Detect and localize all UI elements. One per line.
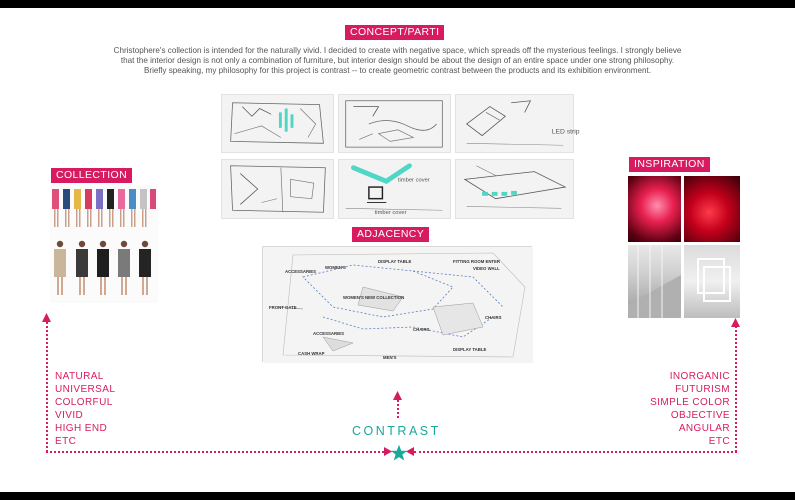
- left-vertical-connector: [46, 318, 48, 452]
- trait-objective: OBJECTIVE: [670, 410, 730, 421]
- right-vertical-connector: [735, 323, 737, 452]
- inspiration-photo-1: [628, 176, 681, 242]
- trait-inorganic: INORGANIC: [669, 371, 730, 382]
- trait-high-end: HIGH END: [55, 423, 108, 434]
- led-strip-note: LED strip: [551, 128, 580, 136]
- timber-cover-note-1: timber cover: [397, 177, 430, 184]
- adj-accessaries-top: ACCESSARIES: [285, 269, 317, 274]
- adj-fitting-room: FITTING ROOM ENTER: [453, 259, 501, 264]
- left-horizontal-connector: [46, 451, 384, 453]
- adj-new-collection: WOMEN'S NEW COLLECTION: [343, 295, 405, 300]
- trait-universal: UNIVERSAL: [55, 384, 116, 395]
- presentation-board: [0, 8, 795, 492]
- star-icon: [390, 444, 408, 462]
- trait-etc-right: ETC: [708, 436, 730, 447]
- adj-display-table-bottom: DISPLAY TABLE: [453, 347, 487, 352]
- inspiration-photo-3: [628, 245, 681, 318]
- adj-womens: WOMEN'S: [325, 265, 346, 270]
- adj-display-table-top: DISPLAY TABLE: [378, 259, 412, 264]
- inspiration-traits-list: [650, 370, 730, 448]
- center-vertical-connector: [397, 396, 399, 418]
- sketch-4: [221, 159, 334, 219]
- right-horizontal-connector: [414, 451, 737, 453]
- adj-mens: MEN'S: [383, 355, 397, 360]
- adj-front-gate: FRONT GATE: [269, 305, 297, 310]
- sketch-1: [221, 94, 334, 153]
- sketch-2: [338, 94, 451, 153]
- adjacency-label: ADJACENCY: [352, 227, 429, 242]
- contrast-title: CONTRAST: [352, 424, 441, 438]
- inspiration-photo-2: [684, 176, 740, 242]
- adj-accessaries-bottom: ACCESSARIES: [313, 331, 345, 336]
- trait-vivid: VIVID: [55, 410, 84, 421]
- trait-futurism: FUTURISM: [675, 384, 730, 395]
- adj-chairs-mid: CHAIRS: [413, 327, 430, 332]
- intro-line-1: Christophere's collection is intended for the naturally vivid. I decided to create with negative space, which spreads off the mysterious feelings. I strongly believe: [113, 46, 682, 55]
- intro-line-2: that the interior design is not only a combination of furniture, but interior design should be about the design of an entire space under one strong philosophy.: [120, 56, 675, 65]
- sketch-5: [338, 159, 451, 219]
- collection-traits-list: [55, 370, 115, 448]
- adj-chairs-right: CHAIRS: [485, 315, 502, 320]
- adjacency-diagram: [262, 246, 532, 362]
- collection-label: COLLECTION: [51, 168, 132, 183]
- trait-angular: ANGULAR: [678, 423, 730, 434]
- inspiration-photo-4: [684, 245, 740, 318]
- collection-photo: [50, 185, 158, 303]
- intro-line-3: Briefly speaking, my philosophy for this project is contrast -- to create geometric contrast between the products and its exhibition environment.: [143, 66, 651, 75]
- sketch-3: [455, 94, 580, 153]
- sketch-6: [455, 159, 574, 219]
- timber-cover-note-2: timber cover: [374, 210, 407, 217]
- trait-colorful: COLORFUL: [55, 397, 113, 408]
- trait-etc-left: ETC: [55, 436, 77, 447]
- trait-simple-color: SIMPLE COLOR: [650, 397, 730, 408]
- concept-parti-label: CONCEPT/PARTI: [345, 25, 444, 40]
- trait-natural: NATURAL: [55, 371, 104, 382]
- inspiration-label: INSPIRATION: [629, 157, 710, 172]
- intro-paragraph: [40, 46, 755, 76]
- adj-cash-wrap: CASH WRAP: [298, 351, 325, 356]
- adj-video-wall: VIDEO WALL: [473, 266, 500, 271]
